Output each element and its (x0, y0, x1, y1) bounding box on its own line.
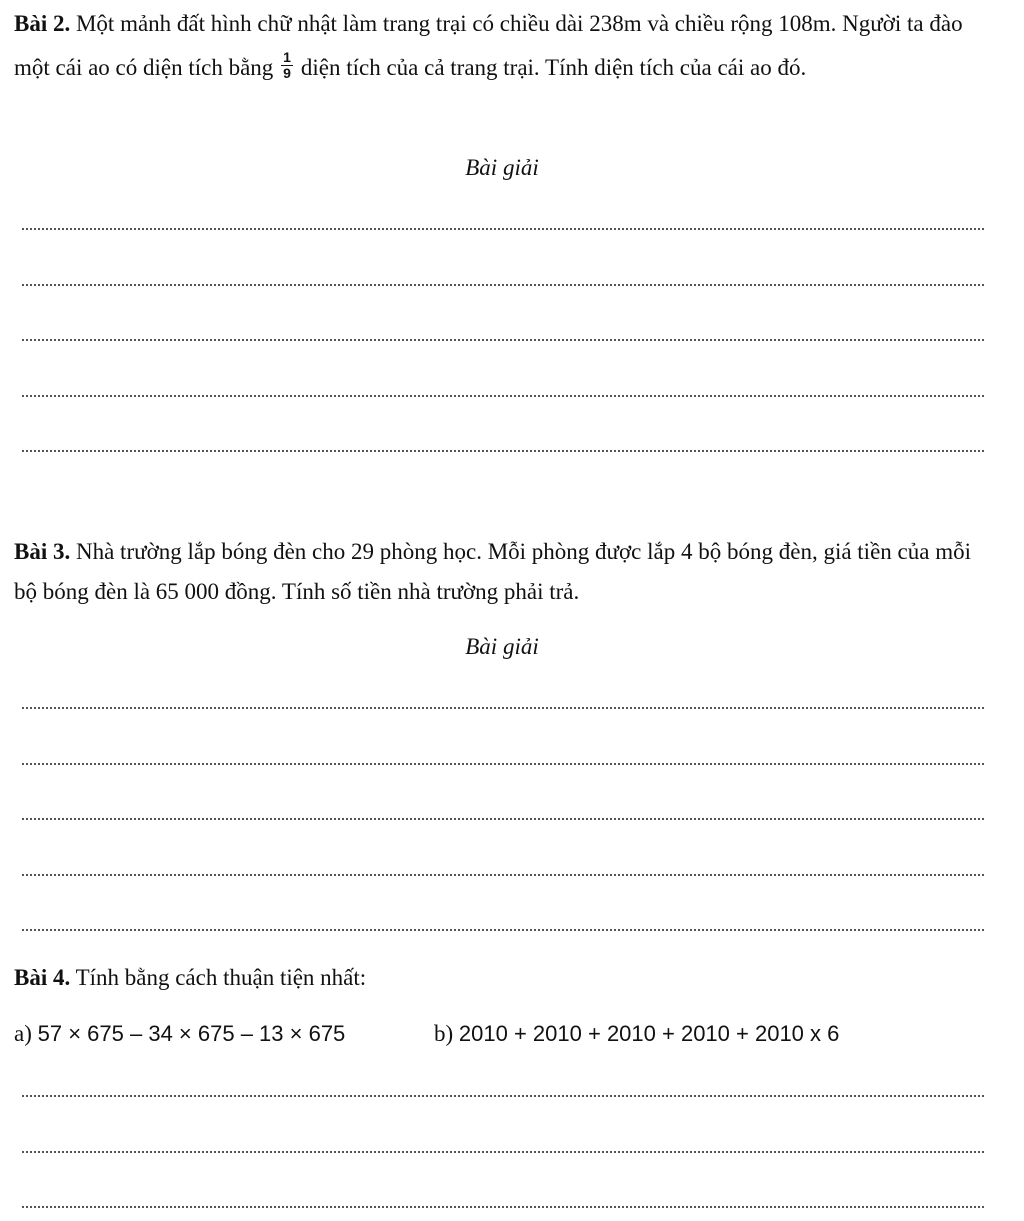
bai2-label: Bài 2. (14, 11, 71, 36)
bai3-solution-heading: Bài giải (465, 634, 539, 659)
bai3-answer-line-2[interactable] (22, 763, 984, 765)
bai3-answer-line-3[interactable] (22, 818, 984, 820)
bai3-problem (14, 532, 999, 612)
bai2-fraction-denominator: 9 (283, 65, 291, 82)
bai2-answer-line-1[interactable] (22, 228, 984, 230)
bai2-answer-line-4[interactable] (22, 395, 984, 397)
bai2-answer-line-5[interactable] (22, 450, 984, 452)
bai3-answer-line-5[interactable] (22, 929, 984, 931)
bai4-part-b-label: b) (434, 1021, 454, 1046)
bai2-text-before: Một mảnh đất hình chữ nhật làm trang trại có chiều dài 238m và chiều rộng 108m. Người ta đào một cái ao có diện tích bằng (14, 11, 963, 80)
bai3-answer-line-1[interactable] (22, 707, 984, 709)
bai2-answer-line-2[interactable] (22, 284, 984, 286)
bai4-part-b (434, 1019, 839, 1049)
bai2-fraction-numerator: 1 (283, 49, 291, 66)
bai2-solution-heading: Bài giải (465, 155, 539, 180)
bai3-answer-line-4[interactable] (22, 874, 984, 876)
bai4-answer-line-2[interactable] (22, 1151, 984, 1153)
bai2-answer-line-3[interactable] (22, 339, 984, 341)
bai4-label: Bài 4. (14, 965, 71, 990)
bai4-part-a-expression: 57 × 675 – 34 × 675 – 13 × 675 (37, 1021, 346, 1046)
bai4-part-a (14, 1019, 345, 1049)
bai4-text: Tính bằng cách thuận tiện nhất: (70, 965, 367, 990)
bai3-text: Nhà trường lắp bóng đèn cho 29 phòng học. Mỗi phòng được lắp 4 bộ bóng đèn, giá tiền của mỗi bộ bóng đèn là 65 000 đồng. Tính số tiền nhà trường phải trả. (14, 539, 971, 604)
bai2-fraction (281, 50, 293, 81)
bai2-text-after: diện tích của cả trang trại. Tính diện tích của cái ao đó. (300, 55, 807, 80)
bai4-answer-line-1[interactable] (22, 1095, 984, 1097)
bai4-part-b-expression: 2010 + 2010 + 2010 + 2010 + 2010 x 6 (458, 1021, 840, 1046)
bai4-answer-line-3[interactable] (22, 1206, 984, 1208)
bai2-problem (14, 2, 999, 90)
bai3-label: Bài 3. (14, 539, 71, 564)
bai4-part-a-label: a) (14, 1021, 32, 1046)
bai4-problem (14, 956, 999, 1000)
